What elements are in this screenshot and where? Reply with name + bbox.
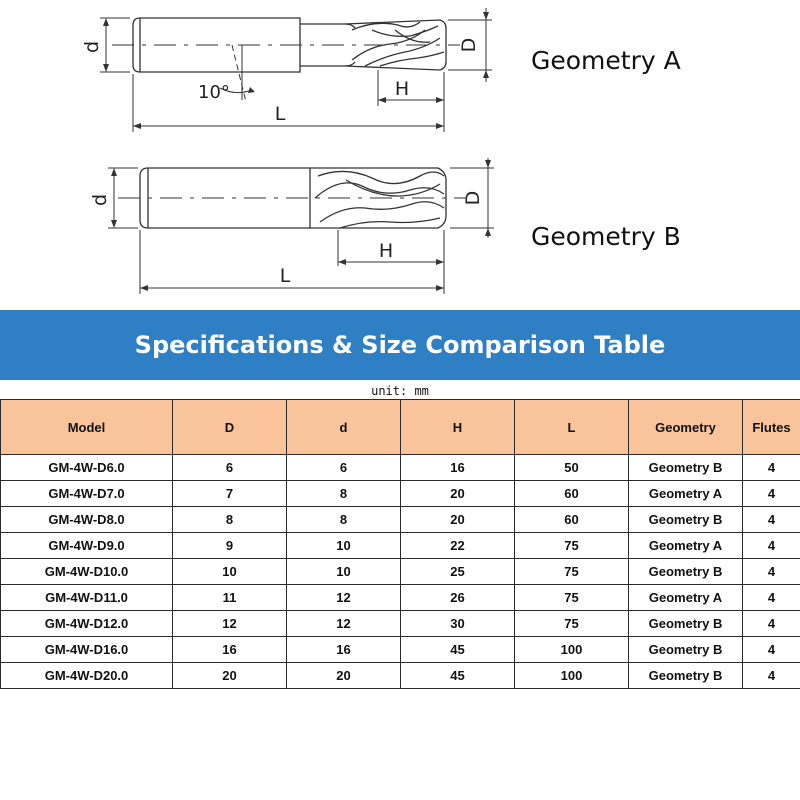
table-row [1, 585, 800, 611]
cell-H: 25 [401, 559, 515, 585]
table-row [1, 481, 800, 507]
cell-geometry: Geometry B [629, 663, 743, 689]
cell-H: 16 [401, 455, 515, 481]
geo-a-H-label: H [394, 78, 410, 100]
cell-L: 60 [515, 481, 629, 507]
cell-d: 12 [287, 611, 401, 637]
cell-d: 10 [287, 559, 401, 585]
table-row [1, 507, 800, 533]
table-row [1, 455, 800, 481]
cell-D: 16 [173, 637, 287, 663]
header-flutes: Flutes [743, 400, 800, 455]
cell-model: GM-4W-D11.0 [1, 585, 173, 611]
cell-flutes: 4 [743, 533, 800, 559]
cell-D: 12 [173, 611, 287, 637]
cell-L: 75 [515, 585, 629, 611]
cell-L: 75 [515, 533, 629, 559]
cell-d: 10 [287, 533, 401, 559]
cell-model: GM-4W-D7.0 [1, 481, 173, 507]
cell-D: 6 [173, 455, 287, 481]
cell-L: 60 [515, 507, 629, 533]
table-header-row [1, 400, 800, 455]
cell-flutes: 4 [743, 455, 800, 481]
geo-a-L-label: L [274, 103, 286, 125]
cell-geometry: Geometry B [629, 507, 743, 533]
cell-model: GM-4W-D8.0 [1, 507, 173, 533]
cell-d: 8 [287, 481, 401, 507]
cell-d: 16 [287, 637, 401, 663]
cell-D: 10 [173, 559, 287, 585]
cell-H: 26 [401, 585, 515, 611]
table-banner [0, 310, 800, 380]
table-row [1, 533, 800, 559]
table-row [1, 663, 800, 689]
cell-geometry: Geometry B [629, 455, 743, 481]
cell-model: GM-4W-D6.0 [1, 455, 173, 481]
cell-H: 20 [401, 481, 515, 507]
geometry-a-drawing [100, 8, 492, 132]
cell-geometry: Geometry A [629, 585, 743, 611]
geometry-b-label: Geometry B [531, 222, 681, 251]
cell-H: 45 [401, 637, 515, 663]
cell-geometry: Geometry B [629, 611, 743, 637]
table-row [1, 559, 800, 585]
unit-label: unit: mm [371, 384, 429, 398]
cell-L: 50 [515, 455, 629, 481]
cell-flutes: 4 [743, 559, 800, 585]
geo-a-angle-label: 10° [198, 82, 230, 103]
cell-L: 100 [515, 663, 629, 689]
cell-flutes: 4 [743, 507, 800, 533]
cell-flutes: 4 [743, 663, 800, 689]
cell-H: 45 [401, 663, 515, 689]
cell-H: 20 [401, 507, 515, 533]
cell-model: GM-4W-D10.0 [1, 559, 173, 585]
cell-geometry: Geometry B [629, 637, 743, 663]
cell-d: 6 [287, 455, 401, 481]
geo-a-d-label: d [81, 40, 103, 54]
cell-flutes: 4 [743, 637, 800, 663]
cell-d: 20 [287, 663, 401, 689]
cell-geometry: Geometry B [629, 559, 743, 585]
cell-model: GM-4W-D16.0 [1, 637, 173, 663]
header-L: L [515, 400, 629, 455]
cell-model: GM-4W-D20.0 [1, 663, 173, 689]
cell-geometry: Geometry A [629, 481, 743, 507]
geometry-b-drawing [108, 158, 494, 294]
header-d: d [287, 400, 401, 455]
cell-flutes: 4 [743, 611, 800, 637]
table-row [1, 637, 800, 663]
spec-table [0, 399, 800, 689]
cell-flutes: 4 [743, 585, 800, 611]
cell-flutes: 4 [743, 481, 800, 507]
cell-L: 75 [515, 559, 629, 585]
cell-L: 75 [515, 611, 629, 637]
cell-model: GM-4W-D12.0 [1, 611, 173, 637]
banner-title: Specifications & Size Comparison Table [134, 331, 666, 359]
geo-b-H-label: H [378, 240, 394, 262]
header-D: D [173, 400, 287, 455]
geo-b-L-label: L [279, 265, 291, 287]
table-row [1, 611, 800, 637]
cell-d: 8 [287, 507, 401, 533]
cell-D: 20 [173, 663, 287, 689]
geo-b-D-label: D [462, 190, 484, 206]
cell-D: 7 [173, 481, 287, 507]
geometry-a-label: Geometry A [531, 46, 681, 75]
cell-H: 30 [401, 611, 515, 637]
cell-D: 8 [173, 507, 287, 533]
header-H: H [401, 400, 515, 455]
cell-D: 9 [173, 533, 287, 559]
geo-b-d-label: d [89, 193, 111, 207]
cell-D: 11 [173, 585, 287, 611]
cell-L: 100 [515, 637, 629, 663]
header-geometry: Geometry [629, 400, 743, 455]
cell-H: 22 [401, 533, 515, 559]
table-body [1, 455, 800, 689]
cell-d: 12 [287, 585, 401, 611]
cell-geometry: Geometry A [629, 533, 743, 559]
cell-model: GM-4W-D9.0 [1, 533, 173, 559]
geo-a-D-label: D [458, 37, 480, 53]
header-model: Model [1, 400, 173, 455]
